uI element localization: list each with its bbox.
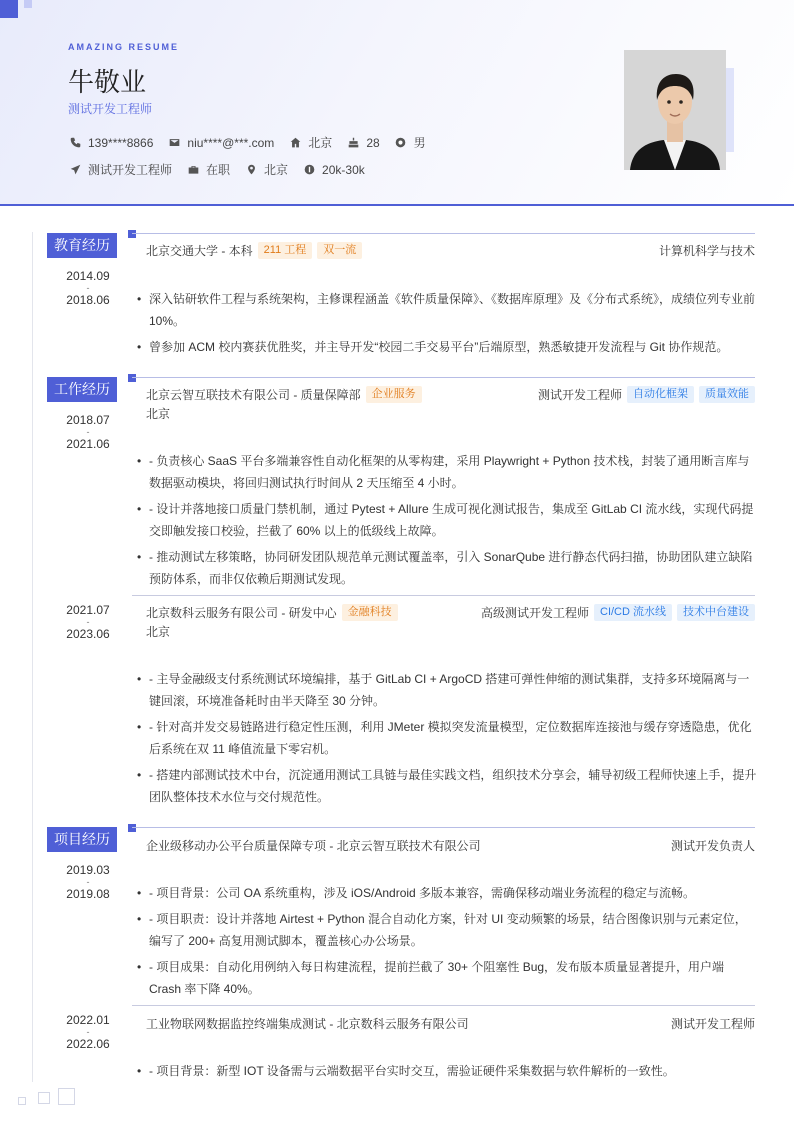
target-role-info [68,161,172,178]
job-info-row [68,161,379,178]
list-item: • - 项目职责：设计并落地 Airtest + Python 混合自动化方案，针对 UI 变动频繁的场景，结合图像识别与元素定位，编写了 200+ 高复用测试脚本，覆盖核心办公场景。 [137,908,757,952]
city-info [244,161,288,178]
salary-info [302,163,365,177]
work-start-date: 2021.07 [66,603,110,617]
section-marker [128,374,136,382]
phone-text: 139****8866 [88,135,154,150]
project-end-date: 2019.08 [66,887,110,901]
work-end-date: 2021.06 [66,437,110,451]
school-tag: 双一流 [317,242,362,259]
send-icon [68,163,82,177]
company-name: 北京数科云服务有限公司 - 研发中心 [146,606,337,620]
project-end-date: 2022.06 [66,1037,110,1051]
city-text: 北京 [264,163,289,177]
status-text: 在职 [206,163,231,177]
position: 测试开发工程师 [537,388,622,402]
edu-end-date: 2018.06 [66,293,110,307]
target-role-text: 测试开发工程师 [88,163,173,177]
entry-divider [132,1005,755,1006]
date-separator: - [86,877,90,887]
section-marker [128,824,136,832]
skill-tag: 技术中台建设 [677,604,755,621]
gender-text: 男 [413,136,426,150]
project-role: 测试开发工程师 [670,1017,755,1031]
school-tag: 211 工程 [258,242,313,259]
work-bullets [137,668,757,812]
project-entry-header [146,1015,755,1032]
gender-icon [394,136,408,150]
section-divider [132,377,755,378]
education-bullets [137,288,757,362]
date-separator: - [86,617,90,627]
corner-decoration [58,1088,75,1105]
project-entry-header [146,837,755,854]
project-bullets [137,882,757,1004]
project-start-date: 2022.01 [66,1013,110,1027]
resume-header [0,0,794,206]
phone-info [68,136,153,150]
home-text: 北京 [308,136,333,150]
list-item: • - 负责核心 SaaS 平台多端兼容性自动化框架的从零构建，采用 Playwright + Python 技术栈，封装了通用断言库与数据驱动模块，将回归测试执行时间从 2 天压缩至 4 小时。 [137,450,757,494]
project-name: 工业物联网数据监控终端集成测试 - 北京数科云服务有限公司 [146,1017,469,1031]
list-item: • - 设计并落地接口质量门禁机制，通过 Pytest + Allure 生成可视化测试报告，集成至 GitLab CI 流水线，实现代码提交即触发接口校验，拦截了 60% 以上的低级线上故障。 [137,498,757,542]
skill-tag: 质量效能 [699,386,755,403]
section-divider [132,233,755,234]
status-info [186,161,230,178]
salary-text: 20k-30k [322,162,365,177]
briefcase-icon [186,163,200,177]
industry-tag: 企业服务 [366,386,422,403]
date-separator: - [86,427,90,437]
age-text: 28 [366,135,380,150]
candidate-role: 测试开发工程师 [68,102,153,116]
section-title-education: 教育经历 [47,233,117,258]
work-entry-header [146,386,755,403]
section-title-projects: 项目经历 [47,827,117,852]
industry-tag: 金融科技 [342,604,398,621]
cake-icon [346,136,360,150]
work-city: 北京 [146,625,171,639]
mail-icon [167,136,181,150]
email-info [167,136,274,150]
list-item: • - 项目成果：自动化用例纳入每日构建流程，提前拦截了 30+ 个阻塞性 Bug，发布版本质量显著提升，用户端 Crash 率下降 40%。 [137,956,757,1000]
home-info [288,134,332,151]
date-separator: - [86,283,90,293]
school-name: 北京交通大学 - 本科 [146,244,253,258]
profile-photo [624,50,726,170]
project-role: 测试开发负责人 [670,839,755,853]
corner-decoration [18,1097,26,1105]
home-icon [288,136,302,150]
position: 高级测试开发工程师 [480,606,589,620]
work-end-date: 2023.06 [66,627,110,641]
edu-start-date: 2014.09 [66,269,110,283]
candidate-name: 牛敬业 [68,67,147,97]
company-name: 北京云智互联技术有限公司 - 质量保障部 [146,388,361,402]
section-divider [132,827,755,828]
corner-decoration [0,0,18,18]
gender-info [394,134,426,151]
section-title-work: 工作经历 [47,377,117,402]
phone-icon [68,136,82,150]
education-entry-header [146,242,755,259]
work-bullets [137,450,757,594]
money-icon [302,163,316,177]
work-start-date: 2018.07 [66,413,110,427]
project-start-date: 2019.03 [66,863,110,877]
eyebrow-label: AMAZING RESUME [68,42,179,52]
list-item: • - 项目背景：公司 OA 系统重构，涉及 iOS/Android 多版本兼容，需确保移动端业务流程的稳定与流畅。 [137,882,757,904]
timeline-line [32,232,33,1082]
corner-decoration [38,1092,50,1104]
major: 计算机科学与技术 [658,244,755,258]
list-item: • 曾参加 ACM 校内赛获优胜奖，并主导开发“校园二手交易平台”后端原型，熟悉敏捷开发流程与 Git 协作规范。 [137,336,757,358]
project-name: 企业级移动办公平台质量保障专项 - 北京云智互联技术有限公司 [146,839,481,853]
entry-divider [132,595,755,596]
location-icon [244,163,258,177]
work-entry-header [146,604,755,621]
work-city: 北京 [146,407,171,421]
list-item: • - 主导金融级支付系统测试环境编排，基于 GitLab CI + ArgoCD 搭建可弹性伸缩的测试集群，支持多环境隔离与一键回滚，环境准备耗时由半天降至 30 分钟。 [137,668,757,712]
project-bullets [137,1060,757,1086]
date-separator: - [86,1027,90,1037]
list-item: • 深入钻研软件工程与系统架构，主修课程涵盖《软件质量保障》、《数据库原理》及《分布式系统》，成绩位列专业前 10%。 [137,288,757,332]
skill-tag: 自动化框架 [627,386,694,403]
email-text: niu****@***.com [187,135,275,150]
contact-info-row [68,134,440,151]
list-item: • - 项目背景：新型 IOT 设备需与云端数据平台实时交互，需验证硬件采集数据与软件解析的一致性。 [137,1060,757,1082]
corner-decoration-small [24,0,32,8]
section-marker [128,230,136,238]
list-item: • - 针对高并发交易链路进行稳定性压测，利用 JMeter 模拟突发流量模型，定位数据库连接池与缓存穿透隐患，优化后系统在双 11 峰值流量下零宕机。 [137,716,757,760]
list-item: • - 搭建内部测试技术中台，沉淀通用测试工具链与最佳实践文档，组织技术分享会，辅导初级工程师快速上手，提升团队整体技术水位与交付规范性。 [137,764,757,808]
age-info [346,136,379,150]
skill-tag: CI/CD 流水线 [594,604,672,621]
list-item: • - 推动测试左移策略，协同研发团队规范单元测试覆盖率，引入 SonarQube 进行静态代码扫描，协助团队建立缺陷预防体系，而非仅依赖后期测试发现。 [137,546,757,590]
